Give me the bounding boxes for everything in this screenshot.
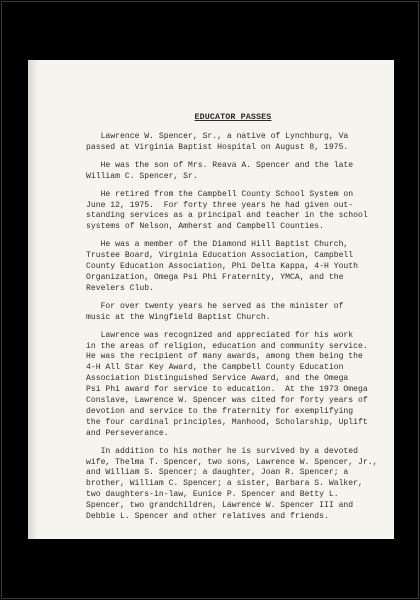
paragraph-awards: Lawrence was recognized and appreciated for his work in the areas of religion, education and community service. He was the recipient of many awards, among them being the 4-H All Star Key Award, the Campbell County Education Association Distinguished Service Award, and the Omega Psi Phi award for service to education. At the 1973 Omega Conslave, Lawrence W. Spencer was cited for forty years of devotion and service to the fraternity for exemplifying the four cardinal principles, Manhood, Scholarship, Uplift and Perseverance. bbox=[86, 330, 368, 438]
paragraph-ministry: For over twenty years he served as the minister of music at the Wingfield Baptist Church. bbox=[86, 301, 344, 322]
paragraph-memberships: He was a member of the Diamond Hill Baptist Church, Trustee Board, Virginia Education Association, Campbell County Education Association, Phi Delta Kappa, 4-H Youth Organization, Omega Psi Phi Fraternity, YMCA, and the Revelers Club. bbox=[86, 240, 358, 293]
paragraph-survivors: In addition to his mother he is survived by a devoted wife, Thelma T. Spencer, two sons, Lawrence W. Spencer, Jr., and William S. Spencer; a daughter, Joan R. Spencer; a brother, William C. Spencer; a sister, Barbara S. Walker, two daughters-in-law, Eunice P. Spencer and Betty L. Spencer, two grandchildren, Lawrence W. Spencer III and Debbie L. Spencer and other relatives and friends. bbox=[86, 446, 378, 522]
paragraph-parents: He was the son of Mrs. Reava A. Spencer and the late William C. Spencer, Sr. bbox=[86, 160, 354, 181]
paragraph-retirement: He retired from the Campbell County School System on June 12, 1975. For forty three years he had given out- standing services as a principal and teacher in the school systems of Nelson, Amherst and Campbell Counties. bbox=[86, 189, 368, 232]
document-title: EDUCATOR PASSES bbox=[194, 112, 272, 122]
document-page bbox=[28, 60, 394, 539]
paragraph-obituary-intro: Lawrence W. Spencer, Sr., a native of Lynchburg, Va passed at Virginia Baptist Hospital on August 8, 1975. bbox=[86, 132, 349, 152]
